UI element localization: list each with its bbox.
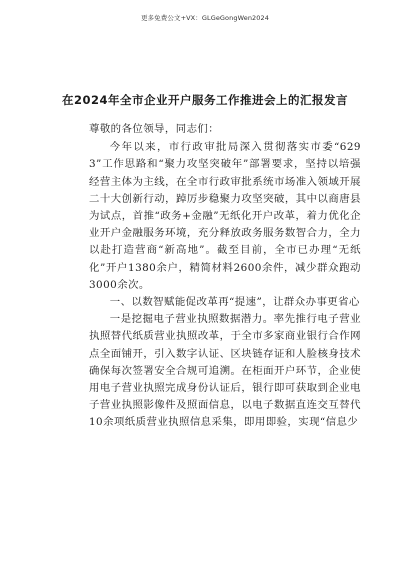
paragraph-point-1: 一是挖掘电子营业执照数据潜力。率先推行电子营业执照替代纸质营业执照改革，于全市多家商业银行合作网点全面铺开，引入数字认证、区块链存证和人脸核身技术确保每次签署安全合规可追溯。在柜面开户环节，企业使用电子营业执照完成身份认证后，银行即可获取到企业电子营业执照影像件及照面信息，以电子数据直连交互替代10余项纸质营业执照信息采集，即用即验，实现“信息少: [89, 313, 361, 429]
document-body: [89, 121, 361, 432]
document-title: 在2024年全市企业开户服务工作推进会上的汇报发言: [61, 93, 348, 107]
section-heading-1: 一、以数智赋能促改革再“提速”，让群众办事更省心: [109, 296, 360, 309]
salutation: 尊敬的各位领导，同志们：: [89, 123, 220, 135]
paragraph-intro: 今年以来，市行政审批局深入贯彻落实市委“6293”工作思路和“聚力攻坚突破年”部署要求，坚持以培强经营主体为主线，在全市行政审批系统市场准入领域开展二十大创新行动，踔厉步稳聚力攻坚突破，其中以商唐县为试点，首推“政务+金融”无纸化开户改革，着力优化企业开户金融服务环境，充分释放政务服务数智合力，全力以赴打造营商“新高地”。截至目前，全市已办理“无纸化”开户1380余户，精简材料2600余件，减少群众跑动3000余次。: [89, 141, 361, 291]
header-note: 更多免费公文+VX：GLGeGongWen2024: [140, 14, 269, 22]
